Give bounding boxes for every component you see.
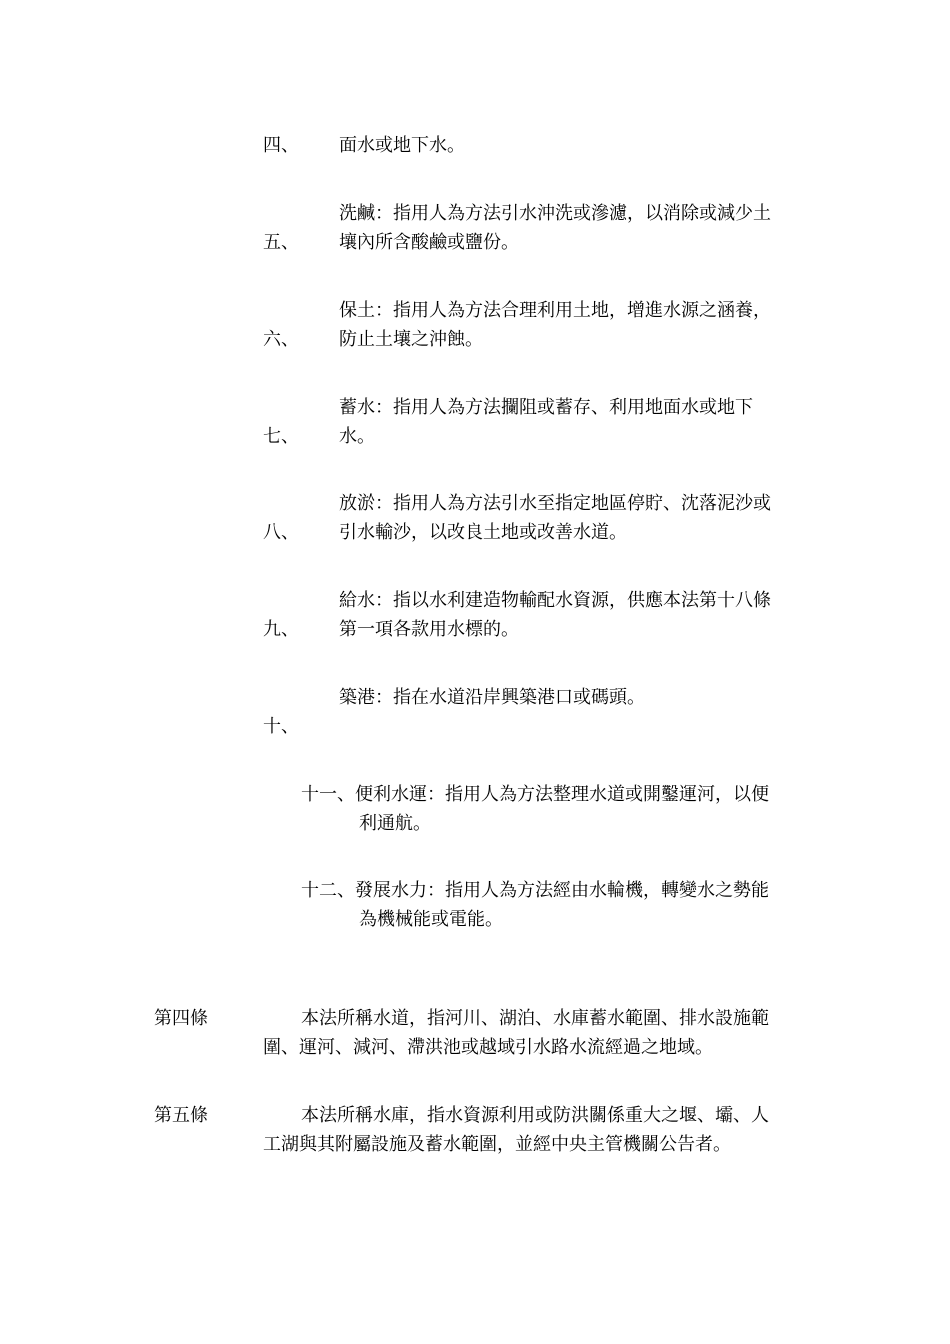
item-number: 五、 [263,232,299,253]
item-text-line: 築港：指在水道沿岸興築港口或碼頭。 [339,687,645,708]
item-number: 四、 [263,135,299,156]
sub-item-text-line: 為機械能或電能。 [359,909,503,930]
item-text-line: 給水：指以水利建造物輸配水資源，供應本法第十八條 [339,590,771,611]
article-text-line: 本法所稱水庫，指水資源利用或防洪關係重大之堰、壩、人 [301,1105,769,1126]
item-text-line: 面水或地下水。 [339,135,465,156]
item-text-line: 防止土壤之沖蝕。 [339,329,483,350]
item-text-line: 蓄水：指用人為方法攔阻或蓄存、利用地面水或地下 [339,397,753,418]
item-text-line: 第一項各款用水標的。 [339,619,519,640]
article-text-line: 圍、運河、減河、滯洪池或越域引水路水流經過之地域。 [263,1037,713,1058]
item-text-line: 水。 [339,426,375,447]
item-number: 六、 [263,329,299,350]
article-text-line: 工湖與其附屬設施及蓄水範圍，並經中央主管機關公告者。 [263,1134,731,1155]
sub-item-text-line: 十二、發展水力：指用人為方法經由水輪機，轉變水之勢能 [301,880,769,901]
item-text-line: 引水輸沙，以改良土地或改善水道。 [339,522,627,543]
item-text-line: 壤內所含酸鹼或鹽份。 [339,232,519,253]
sub-item-text-line: 十一、便利水運：指用人為方法整理水道或開鑿運河，以便 [301,784,769,805]
sub-item-text-line: 利通航。 [359,813,431,834]
item-number: 十、 [263,716,299,737]
article-text-line: 本法所稱水道，指河川、湖泊、水庫蓄水範圍、排水設施範 [301,1008,769,1029]
item-text-line: 放淤：指用人為方法引水至指定地區停貯、沈落泥沙或 [339,493,771,514]
article-label: 第四條 [154,1008,208,1029]
item-number: 九、 [263,619,299,640]
article-label: 第五條 [154,1105,208,1126]
item-text-line: 洗鹹：指用人為方法引水沖洗或滲濾，以消除或減少土 [339,203,771,224]
item-text-line: 保土：指用人為方法合理利用土地，增進水源之涵養， [339,300,771,321]
item-number: 八、 [263,522,299,543]
item-number: 七、 [263,426,299,447]
